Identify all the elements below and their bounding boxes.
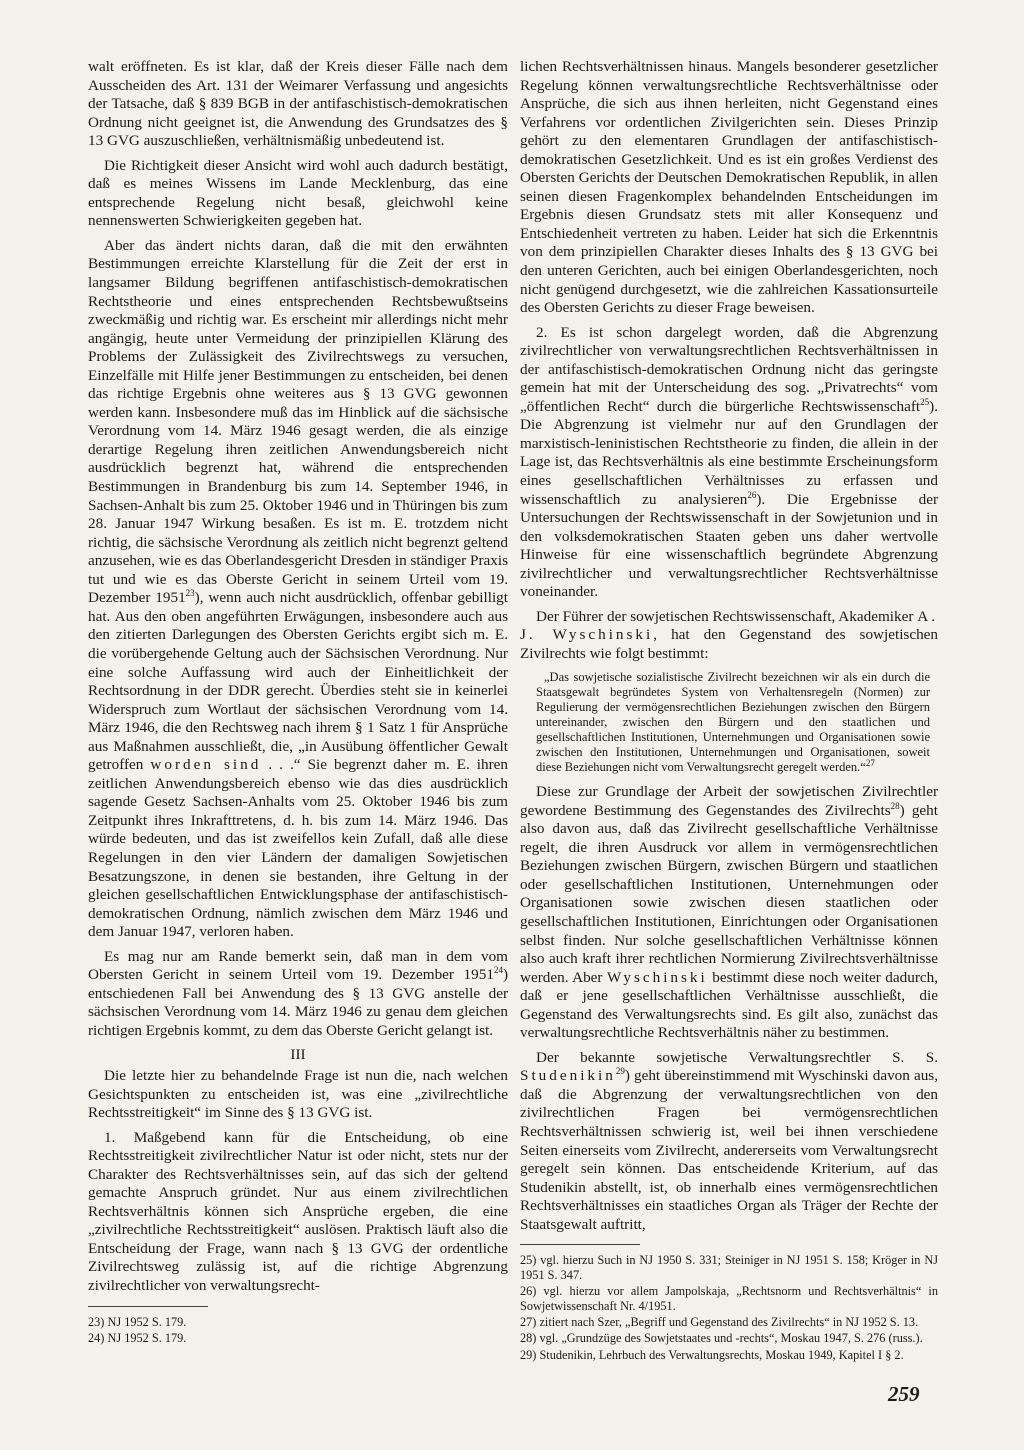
paragraph: Die Richtigkeit dieser Ansicht wird wohl auch dadurch bestätigt, daß es meines Wissens im Lande Mecklenburg, das eine entsprechende Regelung nicht besaß, gleichwohl keine nennenswerten Schwierigkeiten gegeben hat. xyxy=(88,156,508,230)
footnote-ref: 27 xyxy=(865,757,875,768)
paragraph: Es mag nur am Rande bemerkt sein, daß man in dem vom Obersten Gericht in seinem Urteil vom 19. Dezember 1951$^{24}$) entschiedenen Fall bei Anwendung des § 13 GVG anstelle der sächsischen Verordnung vom 14. März 1946 zu genau dem gleichen richtigen Ergebnis kommt, zu dem das Oberste Gericht gelangt ist. xyxy=(88,947,508,1039)
paragraph: Der Führer der sowjetischen Rechtswissenschaft, Akademiker A. J. Wyschinski, hat den Gegenstand des sowjetischen Zivilrechts wie folgt bestimmt: xyxy=(520,607,938,662)
footnote-divider xyxy=(88,1306,208,1307)
right-column xyxy=(520,58,938,1364)
block-quote: „Das sowjetische sozialistische Zivilrecht bezeichnen wir als ein durch die Staatsgewalt begründetes System von Verhaltensregeln (Normen) zur Regulierung der vermögensrechtlichen Beziehungen zwischen den Bürgern untereinander, zwischen den Bürgern und den staatlichen und gesellschaftlichen Institutionen, Unternehmungen und Organisationen sowie zwischen den Institutionen, Unternehmungen und Organisationen, soweit diese Beziehungen nicht vom Verwaltungsrecht geregelt werden.“$^{27}$ xyxy=(536,669,930,775)
section-heading: III xyxy=(290,1046,306,1064)
footnote-ref: 24 xyxy=(493,965,503,976)
footnote: 28) vgl. „Grundzüge des Sowjetstaates und -rechts“, Moskau 1947, S. 276 (russ.). xyxy=(520,1331,923,1346)
paragraph: 1. Maßgebend kann für die Entscheidung, ob eine Rechtsstreitigkeit zivilrechtlicher Natur ist oder nicht, stets nur der Charakter des Rechtsverhältnisses sein, auf das sich der geltend gemachte Anspruch gründet. Nur aus einem zivilrechtlichen Rechtsverhältnis können sich Ansprüche ergeben, die eine „zivilrechtliche Rechtsstreitigkeit“ auslösen. Praktisch läuft also die Entscheidung der Frage, wann nach § 13 GVG der ordentliche Zivilrechtsweg zulässig ist, auf die richtige Abgrenzung zivilrechtlicher von verwaltungsrecht- xyxy=(88,1128,508,1294)
footnote-ref: 28 xyxy=(890,800,900,811)
paragraph: 2. Es ist schon dargelegt worden, daß die Abgrenzung zivilrechtlicher von verwaltungsrechtlichen Rechtsverhältnissen in der antifaschistisch-demokratischen Ordnung nicht das geringste gemein hat mit der Unterscheidung des sog. „Privatrechts“ vom „öffentlichen Recht“ durch die bürgerliche Rechtswissenschaft$^{25}$). Die Abgrenzung ist vielmehr nur auf den Grundlagen der marxistisch-leninistischen Rechtstheorie zu finden, die allein in der Lage ist, das Rechtsverhältnis als eine bestimmte Erscheinungsform eines gesellschaftlichen Verhältnisses zu erfassen und wissenschaftlich zu analysieren$^{26}$). Die Ergebnisse der Untersuchungen der Rechtswissenschaft in der Sowjetunion und in den volksdemokratischen Staaten geben uns daher wertvolle Hinweise für eine wissenschaftlich begründete Abgrenzung zivilrechtlicher und verwaltungsrechtlicher Rechtsverhältnisse voneinander. xyxy=(520,323,938,601)
paragraph: Diese zur Grundlage der Arbeit der sowjetischen Zivilrechtler gewordene Bestimmung des Gegenstandes des Zivilrechts$^{28}$) geht also davon aus, daß das Zivilrecht gesellschaftliche Verhältnisse regelt, die ihren Ausdruck vor allem in vermögensrechtlichen Beziehungen zwischen Bürgern, zwischen Bürgern und staatlichen oder gesellschaftlichen Institutionen, Unternehmungen oder Organisationen sowie zwischen diesen staatlichen oder gesellschaftlichen Institutionen, Einrichtungen oder Organisationen selbst finden. Nur solche gesellschaftlichen Verhältnisse können also auch kraft ihrer rechtlichen Normierung Zivilrechtsverhältnisse werden. Aber Wyschinski bestimmt diese noch weiter dadurch, daß er jene gesellschaftlichen Verhältnisse ausschließt, die Gegenstand des Verwaltungsrechts sind. Es gilt also, zunächst das verwaltungsrechtliche Rechtsverhältnis näher zu bestimmen. xyxy=(520,783,939,1042)
footnote: 29) Studenikin, Lehrbuch des Verwaltungsrechts, Moskau 1949, Kapitel I § 2. xyxy=(520,1347,904,1362)
footnote: 27) zitiert nach Szer, „Begriff und Gegenstand des Zivilrechts“ in NJ 1952 S. 13. xyxy=(520,1314,919,1329)
footnote-ref: 25 xyxy=(920,396,930,407)
page-number: 259 xyxy=(888,1382,920,1406)
footnote: 23) NJ 1952 S. 179. xyxy=(88,1314,187,1329)
paragraph: Aber das ändert nichts daran, daß die mit den erwähnten Bestimmungen erreichte Klarstellung für die Zeit der erst in langsamer Bildung begriffenen antifaschistisch-demokratischen Rechtstheorie und eines entsprechenden Rechtsbewußtseins zweckmäßig und richtig war. Es erscheint mir allerdings nicht mehr angängig, heute unter Vermeidung der prinzipiellen Klärung des Problems der Zulässigkeit des Zivilrechtswegs zu versuchen, Einzelfälle mit Hilfe jener Bestimmungen zu entscheiden, bei denen das richtige Ergebnis ohne weiteres aus § 13 GVG gewonnen werden kann. Insbesondere muß das im Hinblick auf die sächsische Verordnung vom 14. März 1946 gesagt werden, die als einzige derartige Regelung ihren zeitlichen Anwendungsbereich nicht ausdrücklich begrenzt hat, während die entsprechenden Bestimmungen in Brandenburg bis zum 14. September 1946, in Sachsen-Anhalt bis zum 25. Oktober 1946 und in Thüringen bis zum 28. Januar 1947 Wirkung besaßen. Es ist m. E. trotzdem nicht richtig, die sächsische Verordnung als zeitlich nicht begrenzt geltend anzusehen, wie es das Oberlandesgericht Dresden in ständiger Praxis tut und wie es das Oberste Gericht in seinem Urteil vom 19. Dezember 1951$^{23}$), wenn auch nicht ausdrücklich, offenbar gebilligt hat. Aus den oben angeführten Erwägungen, insbesondere auch aus den zitierten Darlegungen des Obersten Gerichts ergibt sich m. E. die vorübergehende Geltung auch der Sächsischen Verordnung. Nur eine solche Auffassung wird auch der Einheitlichkeit der Rechtsordnung in der DDR gerecht. Überdies steht sie in keinerlei Widerspruch zum Wortlaut der sächsischen Verordnung vom 14. März 1946, die den Rechtsweg nach ihrem § 1 Satz 1 für Ansprüche aus Maßnahmen ausschließt, die, „in Ausübung öffentlicher Gewalt getroffen worden sind . . .“ Sie begrenzt daher m. E. ihren zeitlichen Anwendungsbereich ebenso wie das dies ausdrücklich sagende Gesetz Sachsen-Anhalts vom 25. Oktober 1946 bis zum Zeitpunkt ihres Inkrafttretens, d. h. bis zum 14. März 1946. Das würde bedeuten, und das ist zweifellos kein Zufall, daß alle diese Regelungen in den vier Ländern der damaligen Sowjetischen Besatzungszone, in denen sie bestanden, ihre Geltung in der gleichen gesellschaftlichen Entwicklungsphase der antifaschistisch-demokratischen Ordnung, nämlich zwischen dem März 1946 und dem Januar 1947, verloren haben. xyxy=(88,236,509,941)
footnote-ref: 23 xyxy=(185,588,195,599)
paragraph: Der bekannte sowjetische Verwaltungsrechtler S. S. Studenikin$^{29}$) geht übereinstimmend mit Wyschinski davon aus, daß die Abgrenzung der verwaltungsrechtlichen von den zivilrechtlichen Fragen bei vermögensrechtlichen Rechtsverhältnissen schwierig ist, weil bei ihnen verschiedene Seiten einerseits vom Zivilrecht, andererseits vom Verwaltungsrecht geregelt sein können. Das entscheidende Kriterium, auf das Studenikin abstellt, ist, ob innerhalb eines vermögensrechtlichen Rechtsverhältnisses ein staatliches Organ als Träger der Rechte der Staatsgewalt auftritt, xyxy=(520,1048,938,1233)
footnote-ref: 26 xyxy=(747,489,757,500)
left-column xyxy=(88,58,508,1347)
footnote-ref: 29 xyxy=(615,1066,625,1077)
paragraph: walt eröffneten. Es ist klar, daß der Kreis dieser Fälle nach dem Ausscheiden des Art. 131 der Weimarer Verfassung und angesichts der Tatsache, daß § 839 BGB in der antifaschistisch-demokratischen Ordnung nicht geeignet ist, die Anwendung des Grundsatzes des § 13 GVG auszuschließen, verhältnismäßig unbedeutend ist. xyxy=(88,58,508,150)
footnote: 24) NJ 1952 S. 179. xyxy=(88,1330,187,1345)
footnote: 25) vgl. hierzu Such in NJ 1950 S. 331; Steiniger in NJ 1951 S. 158; Kröger in NJ 1951 S. 347. xyxy=(520,1253,938,1282)
footnote: 26) vgl. hierzu vor allem Jampolskaja, „Rechtsnorm und Rechtsverhältnis“ in Sowjetwissenschaft Nr. 4/1951. xyxy=(520,1284,938,1313)
footnote-divider xyxy=(520,1244,640,1245)
paragraph: lichen Rechtsverhältnissen hinaus. Mangels besonderer gesetzlicher Regelung können verwaltungsrechtliche Rechtsverhältnisse oder Ansprüche, die sich aus ihnen herleiten, nicht Gegenstand eines Verfahrens vor ordentlichen Zivilgerichten sein. Dieses Prinzip gehört zu den elementaren Grundlagen der antifaschistisch-demokratischen Gesetzlichkeit. Und es ist ein großes Verdienst des Obersten Gerichts der Deutschen Demokratischen Republik, in allen seinen diesen Fragenkomplex behandelnden Entscheidungen im Ergebnis diesen Grundsatz stets mit aller Konsequenz und Entschiedenheit vertreten zu haben. Leider hat sich die Erkenntnis von dem prinzipiellen Charakter dieses Inhalts des § 13 GVG bei den unteren Gerichten, auch bei einigen Oberlandesgerichten, noch nicht genügend durchgesetzt, wie die zahlreichen Kassationsurteile des Obersten Gerichts zu dieser Frage beweisen. xyxy=(520,58,938,317)
paragraph: Die letzte hier zu behandelnde Frage ist nun die, nach welchen Gesichtspunkten zu entscheiden ist, was eine „zivilrechtliche Rechtsstreitigkeit“ im Sinne des § 13 GVG ist. xyxy=(88,1066,508,1122)
